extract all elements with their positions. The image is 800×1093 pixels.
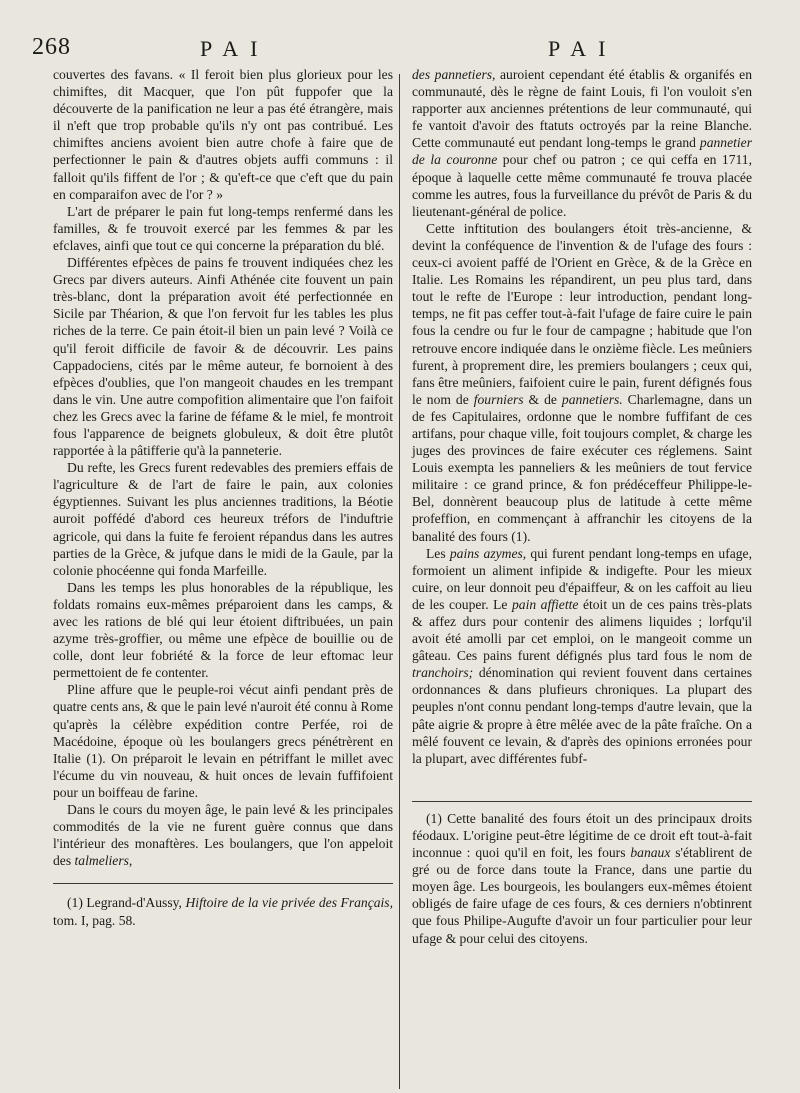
paragraph: Pline affure que le peuple-roi vécut ainfi pendant près de quatre cents ans, & que le pain levé n'auroit été connu à Rome qu'après la célèbre expédition contre Perfée, roi de Macédoine, époque où les boulangers grecs pénétrèrent en Italie (1). On préparoit le levain en pétriffant le millet avec l'écume du vin nouveau, & huit onces de levain fuffifoient pour un boiffeau de farine. [53,682,393,800]
paragraph: Différentes efpèces de pains fe trouvent indiquées chez les Grecs par divers auteurs. Ainfi Athénée cite fouvent un pain très-blanc, dont la préparation avoit été perfectionnée en Sicile par Théarion, & que l'on fervoit fur les tables les plus riches de la terre. Ce pain étoit-il bien un pain levé ? Voilà ce qu'il feroit difficile de favoir & de découvrir. Les pains Cappadociens, cités par le même auteur, fe bornoient à des efpèces d'oublies, que l'on mangeoit chaudes en les trempant dans le vin. Une autre compofition alimentaire que l'on faifoit chez les Grecs avec la farine de féfame & le miel, fe montroit fous l'apparence de beignets globuleux, & doit être plutôt rapportée à la pâtifferie qu'à la panneterie. [53,255,393,459]
paragraph [412,66,752,220]
paragraph-text: & de [523,391,562,407]
paragraph: Dans les temps les plus honorables de la république, les foldats romains eux-mêmes préparoient dans les camps, & avec les rations de blé qui leur étoient diftribuées, un pain azyme très-groffier, ou même une efpèce de bouillie ou de colle, dont leur fobriété & la force de leur eftomac leur permettoient de fe contenter. [53,579,393,681]
paragraph-text: étoit un de ces pains très-plats & affez durs pour contenir des alimens liquides ; lorfqu'il avoit été amolli par cet emploi, on le mangeoit comme un gâteau. Ces pains furent défignés plus tard fous le nom de [412,596,752,664]
right-column [412,66,752,947]
left-column [53,66,393,929]
footnote-ref: tom. I, pag. 58. [53,912,136,928]
paragraph-text: Charlemagne, dans un de fes Capitulaires, ordonne que le nombre fuffifant de ces artifans, pour chaque ville, foit toujours complet, & charge les juges des provinces de faire exécuter ces réglemens. Saint Louis exempta les panneliers & les meûniers de tout fervice militaire : ce grand prince, & fon prédéceffeur Philippe-le-Bel, donnèrent beaucoup plus de latitude à cette même profeffion, en commençant à affranchir les citoyens de la banalité des fours (1). [412,391,752,544]
footnote-title: Hiftoire de la vie privée des Français, [185,895,393,911]
running-head-left: PAI [200,36,270,61]
footnote-author: (1) Legrand-d'Aussy, [67,895,182,911]
column-divider [399,74,400,1089]
italic-term: pains azymes, [449,545,527,561]
footnote-text: s'établirent de gré ou de force dans toute la France, dans une partie du moyen âge. Les bourgeois, les boulangers eux-mêmes étoient obligés de faire ufage de ces fours, & ces derniers n'obtinrent que fous Philipe-Augufte d'avoir un four particulier pour leur ufage & pour celui des citoyens. [412,845,752,946]
footnote-rule [412,801,752,802]
italic-term: pain affiette [511,596,579,612]
running-head-right: PAI [548,36,618,61]
paragraph-text: Les [426,545,450,561]
italic-term: pannetiers. [561,391,623,407]
paragraph [412,220,752,545]
paragraph-text: Dans le cours du moyen âge, le pain levé & les principales commodités de la vie ne furent guère connus que dans l'intérieur des monaftères. Les boulangers, que l'on appeloit des [53,802,393,869]
paragraph [53,801,393,869]
footnote [53,894,393,928]
italic-term: tranchoirs; [412,665,474,681]
paragraph: Du refte, les Grecs furent redevables des premiers effais de l'agriculture & de l'art de faire le pain, aux colonies égyptiennes. Suivant les plus anciennes traditions, la Béotie auroit poffédé d'abord ces heureux tréfors de l'induftrie agricole, qui dans la fuite fe feroient répandus dans les autres parties de la Grèce, & jufque dans le midi de la Gaule, par la colonie phocéenne qui fonda Marfeille. [53,460,393,578]
footnote-text: (1) Cette banalité des fours étoit un des principaux droits féodaux. L'origine peut-être légitime de ce droit eft tout-à-fait inconnue : quoi qu'il en foit, les fours [412,810,752,861]
italic-term: banaux [630,845,671,861]
paragraph-text: auroient cependant été établis & organifés en communauté, dès le règne de faint Louis, fi l'on vouloit s'en rapporter aux anciennes prétentions de leur communauté, qui fe vantoit d'avoir des ftatuts octroyés par la reine Blanche. Cette communauté eut pendant long-temps le grand [412,67,752,151]
paragraph: couvertes des favans. « Il feroit bien plus glorieux pour les chimiftes, dit Macquer, que l'on pût fuppofer que la découverte de la panification ne leur a pas été étrangère, mais il n'eft que trop probable qu'ils n'y ont pas contribué. Les chimiftes anciens avoient bien autre chofe à faire que de perfectionner le pain & d'autres objets auffi communs : il falloit qu'ils fiffent de l'or ; & qu'eft-ce que c'eft que du pain en comparaifon avec de l'or ? » [53,67,393,202]
page-number: 268 [32,34,71,60]
italic-term: fourniers [473,391,524,407]
italic-term: pannetier de la couronne [412,135,752,168]
paragraph-text: qui furent pendant long-temps en ufage, formoient un aliment infipide & indigefte. Pour les mieux cuire, on leur donnoit peu d'épaiffeur, & on les caffoit au lieu de les couper. Le [412,545,752,612]
italic-term: des pannetiers, [412,67,496,82]
footnote [412,810,752,947]
paragraph: L'art de préparer le pain fut long-temps renfermé dans les familles, & fe trouvoit exercé par les femmes & par les efclaves, ainfi que tout ce qui concerne la préparation du blé. [53,203,393,253]
paragraph-tail: , [128,853,133,869]
paragraph-text: pour chef ou patron ; ce qui ceffa en 1711, époque à laquelle cette même communauté fe trouva placée comme les autres, fous la furveillance du prévôt de Paris & du lieutenant-général de police. [412,152,752,219]
paragraph-text: dénomination qui revient fouvent dans certaines ordonnances & dans plufieurs chroniques. La plupart des peuples n'ont connu pendant long-temps d'autre levain, que la pâte aigrie & propre à être mêlée avec de la pâte fraîche. On a mêlé fouvent ce levain, & d'après des opinions erronées pour la plupart, avec différentes fubf- [412,665,752,766]
footnote-rule [53,883,393,884]
italic-term: talmeliers [74,853,129,869]
paragraph [412,545,752,767]
paragraph-text: Cette inftitution des boulangers étoit très-ancienne, & devint la conféquence de l'invention & de l'ufage des fours : ceux-ci avoient paffé de l'Orient en Grèce, & de la Grèce en Italie. Les Romains les répandirent, un peu plus tard, dans tout le refte de l'Europe : leur introduction, pendant long-temps, ne fit pas ceffer tout-à-fait l'ufage de faire cuire le pain fous la cendre ou fur le four de campagne ; habitude que l'on retrouve encore indiquée dans le onzième fiècle. Les meûniers furent, à proprement dire, les premiers boulangers ; ceux qui, fans être meûniers, faifoient cuire le pain, furent défignés fous le nom de [412,220,752,407]
